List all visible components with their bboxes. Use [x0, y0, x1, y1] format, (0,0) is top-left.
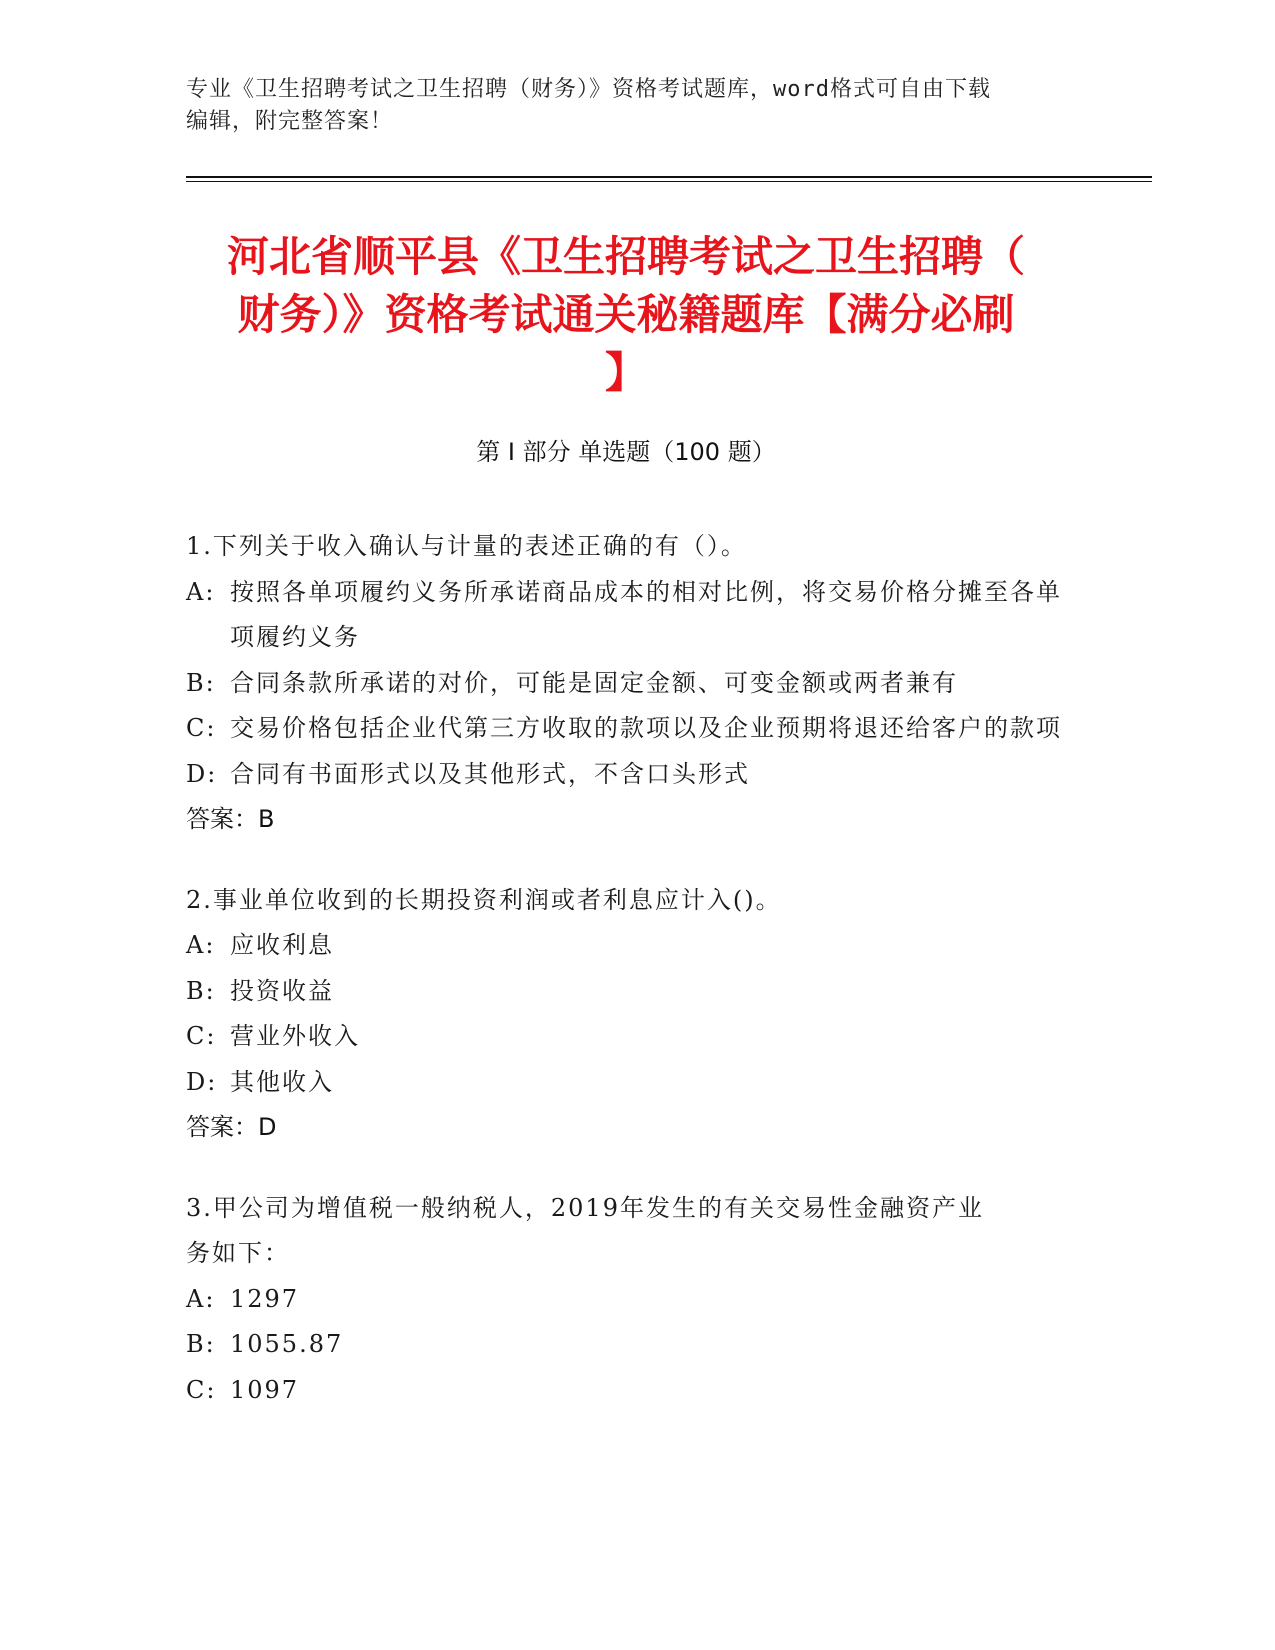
option-a — [186, 1277, 1066, 1323]
option-key: D: — [186, 759, 218, 788]
question-stem-line-2: 务如下： — [186, 1239, 290, 1267]
option-text: 其他收入 — [230, 1067, 334, 1096]
question-3 — [186, 1186, 1066, 1414]
title-line-1: 河北省顺平县《卫生招聘考试之卫生招聘（ — [226, 232, 1025, 281]
option-text: 1097 — [230, 1375, 300, 1404]
option-text: 合同有书面形式以及其他形式，不含口头形式 — [230, 759, 750, 788]
question-stem-line-1: 3.甲公司为增值税一般纳税人，2019年发生的有关交易性金融资产业 — [186, 1193, 984, 1222]
option-text: 合同条款所承诺的对价，可能是固定金额、可变金额或两者兼有 — [230, 668, 958, 697]
header-note-line-2: 编辑，附完整答案！ — [186, 109, 394, 134]
header-note-line-1: 专业《卫生招聘考试之卫生招聘（财务）》资格考试题库，word格式可自由下载 — [186, 77, 991, 102]
question-2 — [186, 878, 1066, 1151]
question-stem: 1.下列关于收入确认与计量的表述正确的有（）。 — [186, 532, 747, 560]
option-d — [186, 752, 1066, 798]
option-key: B: — [186, 668, 216, 697]
option-text: 1055.87 — [230, 1330, 344, 1358]
option-a — [186, 923, 1066, 969]
option-text: 按照各单项履约义务所承诺商品成本的相对比例，将交易价格分摊至各单项履约义务 — [230, 577, 1062, 651]
option-b — [186, 661, 1066, 707]
option-a — [186, 570, 1066, 661]
option-text: 营业外收入 — [230, 1022, 360, 1050]
answer: 答案：D — [186, 1113, 277, 1141]
question-stem: 2.事业单位收到的长期投资利润或者利息应计入()。 — [186, 885, 782, 914]
option-text: 投资收益 — [230, 976, 334, 1005]
section-heading: 第 I 部分 单选题（100 题） — [476, 438, 776, 466]
option-key: B: — [186, 976, 216, 1005]
option-key: C: — [186, 1375, 217, 1404]
option-c — [186, 1368, 1066, 1414]
question-list — [186, 524, 1066, 1448]
option-text: 1297 — [230, 1284, 300, 1313]
header-note — [186, 74, 1066, 138]
option-key: C: — [186, 1022, 217, 1050]
option-d — [186, 1060, 1066, 1106]
answer: 答案：B — [186, 805, 275, 833]
option-c — [186, 1014, 1066, 1060]
option-key: C: — [186, 714, 217, 742]
title-line-3: 】 — [604, 348, 647, 397]
option-text: 交易价格包括企业代第三方收取的款项以及企业预期将退还给客户的款项 — [230, 714, 1062, 742]
option-key: D: — [186, 1067, 218, 1096]
option-b — [186, 969, 1066, 1015]
option-key: A: — [186, 931, 216, 959]
title-line-2: 财务）》资格考试通关秘籍题库【满分必刷 — [237, 290, 1015, 339]
header-divider-thin — [186, 181, 1152, 182]
option-text: 应收利息 — [230, 931, 334, 959]
header-divider-thick — [186, 176, 1152, 178]
document-title — [186, 228, 1066, 402]
question-1 — [186, 524, 1066, 843]
option-key: A: — [186, 1284, 216, 1313]
option-key: A: — [186, 577, 216, 606]
option-b — [186, 1322, 1066, 1368]
option-key: B: — [186, 1330, 216, 1358]
question-stem — [186, 1186, 1066, 1277]
option-c — [186, 706, 1066, 752]
